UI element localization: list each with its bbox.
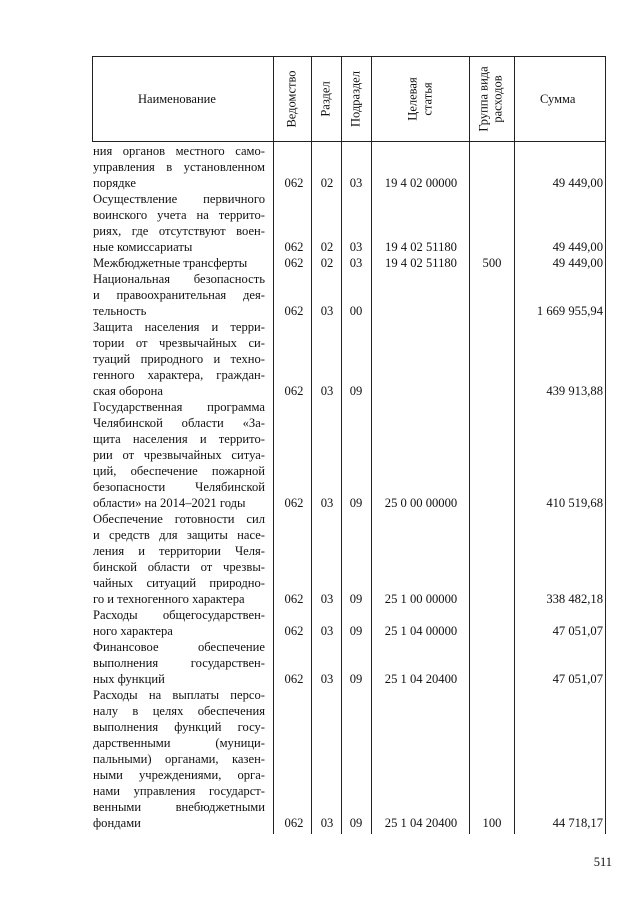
row-name-line: чайных ситуаций природно- bbox=[93, 576, 265, 590]
row-vedomstvo: 062 bbox=[284, 256, 304, 270]
row-summa: 1 669 955,94 bbox=[536, 304, 603, 318]
row-summa: 49 449,00 bbox=[552, 176, 603, 190]
row-name-line: ными учреждениями, орга- bbox=[93, 768, 265, 782]
row-name-line: ные комиссариаты bbox=[93, 240, 193, 254]
row-name-line: Финансовое обеспечение bbox=[93, 640, 265, 654]
row-podrazdel: 09 bbox=[349, 384, 363, 398]
row-name-line: генного характера, граждан- bbox=[93, 368, 265, 382]
row-celevaya-statya: 19 4 02 51180 bbox=[385, 256, 457, 270]
row-vedomstvo: 062 bbox=[284, 816, 304, 830]
row-summa: 44 718,17 bbox=[552, 816, 603, 830]
row-summa: 410 519,68 bbox=[546, 496, 603, 510]
row-name-line: ций, обеспечение пожарной bbox=[93, 464, 265, 478]
row-name-line: Челябинской области «За- bbox=[93, 416, 265, 430]
table-header-bottom-border bbox=[92, 141, 606, 142]
row-podrazdel: 09 bbox=[349, 816, 363, 830]
row-podrazdel: 00 bbox=[349, 304, 363, 318]
header-celevaya-2: статья bbox=[420, 82, 435, 116]
row-razdel: 03 bbox=[320, 304, 334, 318]
row-gruppa: 100 bbox=[482, 816, 502, 830]
row-summa: 338 482,18 bbox=[546, 592, 603, 606]
row-celevaya-statya: 25 0 00 00000 bbox=[384, 496, 458, 510]
row-vedomstvo: 062 bbox=[284, 176, 304, 190]
table-top-border bbox=[92, 56, 606, 57]
row-name-line: Защита населения и терри- bbox=[93, 320, 265, 334]
row-name-line: Расходы общегосударствен- bbox=[93, 608, 265, 622]
row-vedomstvo: 062 bbox=[284, 384, 304, 398]
row-summa: 49 449,00 bbox=[552, 240, 603, 254]
row-name-line: выполнения государствен- bbox=[93, 656, 265, 670]
row-razdel: 03 bbox=[320, 592, 334, 606]
col-sep-sum bbox=[514, 56, 515, 834]
row-vedomstvo: 062 bbox=[284, 304, 304, 318]
col-sep-grp bbox=[469, 56, 470, 834]
row-razdel: 02 bbox=[320, 256, 334, 270]
row-name-line: ская оборона bbox=[93, 384, 163, 398]
row-podrazdel: 09 bbox=[349, 624, 363, 638]
row-celevaya-statya: 25 1 04 00000 bbox=[384, 624, 458, 638]
header-gruppa-2: расходов bbox=[490, 75, 505, 123]
row-name-line: области» на 2014–2021 годы bbox=[93, 496, 246, 510]
col-sep-raz bbox=[311, 56, 312, 834]
col-sep-ved bbox=[273, 56, 274, 834]
row-name-line: фондами bbox=[93, 816, 141, 830]
row-summa: 47 051,07 bbox=[552, 672, 603, 686]
row-name-line: рии от чрезвычайных ситуа- bbox=[93, 448, 265, 462]
table-right-border bbox=[605, 56, 606, 834]
row-name-line: ного характера bbox=[93, 624, 173, 638]
row-name-line: Межбюджетные трансферты bbox=[93, 256, 248, 270]
row-name-line: налу в целях обеспечения bbox=[93, 704, 265, 718]
row-name-line: Национальная безопасность bbox=[93, 272, 265, 286]
header-vedomstvo: Ведомство bbox=[284, 70, 299, 128]
row-name-line: Расходы на выплаты персо- bbox=[93, 688, 265, 702]
page-number: 511 bbox=[593, 855, 612, 869]
header-razdel: Раздел bbox=[318, 81, 333, 117]
row-summa: 47 051,07 bbox=[552, 624, 603, 638]
row-name-line: ления и территории Челя- bbox=[93, 544, 265, 558]
row-razdel: 03 bbox=[320, 384, 334, 398]
row-razdel: 02 bbox=[320, 176, 334, 190]
row-podrazdel: 09 bbox=[349, 592, 363, 606]
row-celevaya-statya: 25 1 04 20400 bbox=[384, 816, 458, 830]
row-name-line: тории от чрезвычайных си- bbox=[93, 336, 265, 350]
header-summa: Сумма bbox=[540, 92, 576, 106]
header-name: Наименование bbox=[138, 92, 216, 106]
row-name-line: и правоохранительная дея- bbox=[93, 288, 265, 302]
header-podrazdel: Подраздел bbox=[348, 71, 363, 127]
row-name-line: ния органов местного само- bbox=[93, 144, 265, 158]
row-name-line: и средств для защиты насе- bbox=[93, 528, 265, 542]
row-name-line: ных функций bbox=[93, 672, 165, 686]
row-name-line: управления в установленном bbox=[93, 160, 265, 174]
row-podrazdel: 09 bbox=[349, 672, 363, 686]
row-name-line: пальными) органами, казен- bbox=[93, 752, 265, 766]
row-name-line: безопасности Челябинской bbox=[93, 480, 265, 494]
header-celevaya-1: Целевая bbox=[405, 77, 420, 121]
row-razdel: 03 bbox=[320, 816, 334, 830]
row-podrazdel: 09 bbox=[349, 496, 363, 510]
col-sep-pod bbox=[341, 56, 342, 834]
table-left-border bbox=[92, 56, 93, 142]
row-razdel: 03 bbox=[320, 624, 334, 638]
row-vedomstvo: 062 bbox=[284, 496, 304, 510]
row-razdel: 03 bbox=[320, 496, 334, 510]
row-podrazdel: 03 bbox=[349, 240, 363, 254]
row-name-line: Осуществление первичного bbox=[93, 192, 265, 206]
row-podrazdel: 03 bbox=[349, 176, 363, 190]
row-name-line: Обеспечение готовности сил bbox=[93, 512, 265, 526]
row-name-line: воинского учета на террито- bbox=[93, 208, 265, 222]
row-celevaya-statya: 19 4 02 51180 bbox=[385, 240, 457, 254]
row-celevaya-statya: 25 1 00 00000 bbox=[384, 592, 458, 606]
col-sep-cel bbox=[371, 56, 372, 834]
header-gruppa-1: Группа вида bbox=[476, 66, 491, 132]
row-name-line: туаций природного и техно- bbox=[93, 352, 265, 366]
row-gruppa: 500 bbox=[482, 256, 502, 270]
row-name-line: порядке bbox=[93, 176, 136, 190]
row-name-line: бинской области от чрезвы- bbox=[93, 560, 265, 574]
row-name-line: риях, где отсутствуют воен- bbox=[93, 224, 265, 238]
row-summa: 49 449,00 bbox=[552, 256, 603, 270]
row-vedomstvo: 062 bbox=[284, 672, 304, 686]
row-summa: 439 913,88 bbox=[546, 384, 603, 398]
row-name-line: венными внебюджетными bbox=[93, 800, 265, 814]
row-razdel: 03 bbox=[320, 672, 334, 686]
row-name-line: нами управления государст- bbox=[93, 784, 265, 798]
row-razdel: 02 bbox=[320, 240, 334, 254]
row-vedomstvo: 062 bbox=[284, 592, 304, 606]
row-podrazdel: 03 bbox=[349, 256, 363, 270]
row-name-line: щита населения и террито- bbox=[93, 432, 265, 446]
row-vedomstvo: 062 bbox=[284, 240, 304, 254]
row-name-line: го и техногенного характера bbox=[93, 592, 245, 606]
row-vedomstvo: 062 bbox=[284, 624, 304, 638]
row-name-line: Государственная программа bbox=[93, 400, 265, 414]
row-celevaya-statya: 19 4 02 00000 bbox=[384, 176, 458, 190]
row-celevaya-statya: 25 1 04 20400 bbox=[384, 672, 458, 686]
row-name-line: дарственными (муници- bbox=[93, 736, 265, 750]
row-name-line: тельность bbox=[93, 304, 147, 318]
row-name-line: выполнения функций госу- bbox=[93, 720, 265, 734]
